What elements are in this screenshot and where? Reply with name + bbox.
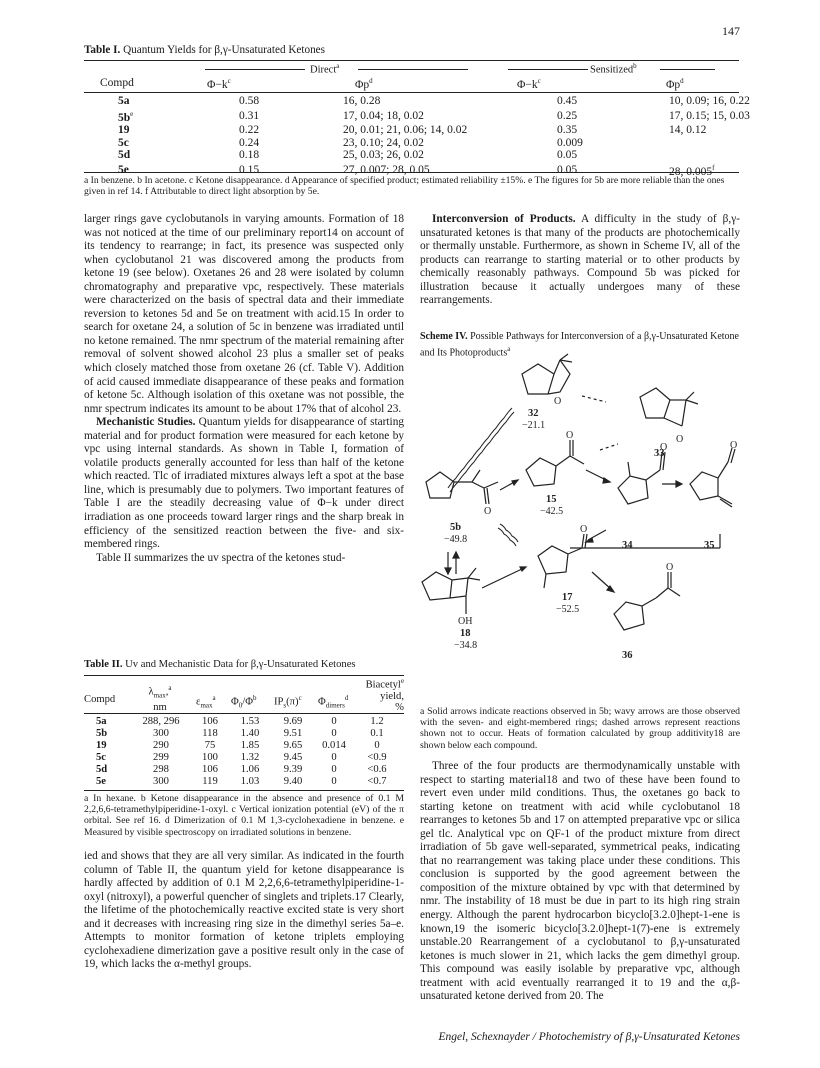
table-row: 5a 0.58 16, 0.28 0.45 10, 0.09; 16, 0.22 [118, 95, 750, 107]
table2-header: Compd $\lambda_{max},^a$ nm $\varepsilon_{max}^a$ $\Phi_0/\Phi^b$ $IP_s(\pi)^c$ $\Phi_{dimers}^d$ Biacetyl$^e$ yield, % [84, 677, 404, 713]
table-row: 5c 299 100 1.32 9.45 0 <0.9 [96, 752, 387, 763]
scheme-caption: Scheme IV. Possible Pathways for Interconversion of a β,γ-Unsaturated Ketone and Its Photoproducts$^a$ [420, 331, 739, 359]
left-column-bottom [84, 850, 404, 972]
svg-text:O: O [730, 440, 738, 451]
t1-h-phip-sens: $\Phi p^d$ [666, 77, 684, 91]
table-row: 5c 0.24 23, 0.10; 24, 0.02 0.009 [118, 136, 583, 149]
table-row: 5e 0.15 27, 0.007; 28, 0.05 0.05 28, 0.005$^f$ [118, 163, 715, 178]
svg-text:36: 36 [622, 650, 633, 661]
page-number: 147 [722, 24, 740, 38]
svg-text:−49.8: −49.8 [444, 534, 468, 545]
table-row: 5d 298 106 1.06 9.39 0 <0.6 [96, 764, 387, 775]
compound-36-structure [614, 572, 680, 630]
svg-text:17: 17 [562, 592, 573, 603]
paragraph: Table II summarizes the uv spectra of the ketones stud- [96, 551, 346, 564]
svg-text:O: O [580, 524, 588, 535]
table-row: 5b 300 118 1.40 9.51 0 0.1 [96, 728, 384, 739]
table2-caption: Table II. Uv and Mechanistic Data for β,γ-Unsaturated Ketones [84, 659, 356, 670]
svg-text:O: O [676, 434, 684, 445]
svg-text:18: 18 [460, 628, 471, 639]
table2-body [84, 716, 400, 788]
paragraph: Three of the four products are thermodynamically unstable with respect to starting material18 and two of these have been found to revert even under mild conditions. Thus, the oxetanes go back to starting ketone on treatment with acid while cyclobutanol 18 rearranges to ketones 5b and 17 on attempted preparative vpc or silica gel tlc. Analytical vpc on QF-1 of the product mixture from direct irradiation of 5b gave well-separated, symmetrical peaks, indicating that no rearrangement was taking place under these conditions. This conclusion is supported by the good agreement between the composition of the mixture obtained by vpc with that determined by nmr. The instability of 18 must be due in part to its high ring strain energy. Although the parent hydrocarbon bicyclo[3.2.0]hept-1-ene is known,19 the isomeric bicyclo[3.2.0]hept-1(7)-ene is extremely unstable.20 Rearrangement of a cyclobutanol to β,γ-unsaturated ketones is much slower in 21, which lacks the gem dimethyl group. This compound was easily isolable by preparative vpc, although treatment with acid eventually rearranged it to 19 and the α,β-unsaturated ketone derived from 20. The [420, 760, 740, 1003]
svg-text:33: 33 [654, 448, 665, 459]
table-row: 5a 288, 296 106 1.53 9.69 0 1.2 [96, 716, 384, 727]
table1-top-rule [84, 60, 739, 61]
compound-17-structure [538, 534, 587, 588]
svg-text:O: O [666, 562, 674, 573]
table2-bottom-rule [84, 790, 404, 791]
table1-group-direct: Direct$^a$ [310, 62, 340, 76]
t1-h-phik-sens: $\Phi-k^c$ [517, 77, 541, 91]
scheme-iv-diagram [410, 352, 740, 692]
table1-label: Table I. [84, 44, 121, 56]
t1-h-compd: Compd [100, 77, 134, 89]
table-row: 19 290 75 1.85 9.65 0.014 0 [96, 740, 380, 751]
paragraph: larger rings gave cyclobutanols in varying amounts. Formation of 18 was not noticed at the time of our preliminary report14 on account of its tendency to rearrange; in fact, its presence was suspected only when cyclobutanol 21 was discovered among the products from ketone 19 (see below). Oxetanes 26 and 28 were isolated by column chromatography and preparative vpc, respectively. These materials were characterized on the basis of spectral data and their immediate reversion to ketones 5d and 5e on treatment with acid.15 In order to search for oxetane 24, a solution of 5c in benzene was irradiated until no ketone remained. The nmr spectrum of the material remaining after removal of solvent showed alcohol 23 plus a smaller set of peaks which closely matched those from oxetane 26 (cf. Table V). Addition of acid caused immediate disappearance of these peaks and formation of ketone 5c. Although isolation of this oxetane was not possible, the nmr spectrum indicates its amount to be about 17% that of alcohol 23. [84, 213, 404, 415]
svg-text:35: 35 [704, 540, 715, 551]
svg-text:−52.5: −52.5 [556, 604, 580, 615]
table1-group-sensitized: Sensitized$^b$ [590, 62, 637, 76]
compound-15-structure [526, 440, 584, 486]
paragraph: Interconversion of Products. A difficulty in the study of β,γ-unsaturated ketones is that many of the products are photochemically or thermally unstable. Furthermore, as shown in Scheme IV, all of the products can rearrange to starting material or to other products by chemically reasonably pathways. Compound 5b was picked for illustration because it actually undergoes many of these rearrangements. [420, 213, 740, 307]
right-column-top [420, 213, 740, 308]
compound-18-structure [422, 568, 480, 614]
left-column-top [84, 213, 404, 565]
svg-text:32: 32 [528, 408, 539, 419]
svg-text:OH: OH [458, 616, 473, 627]
table1-header-rule [84, 92, 739, 93]
table-row: 5d 0.18 25, 0.03; 26, 0.02 0.05 [118, 149, 578, 162]
table1-caption [84, 44, 325, 56]
svg-text:O: O [484, 506, 492, 517]
table1-title: Quantum Yields for β,γ-Unsaturated Ketones [123, 44, 325, 56]
table-row: 19 0.22 20, 0.01; 21, 0.06; 14, 0.02 0.35 14, 0.12 [118, 124, 707, 137]
paragraph: ied and shows that they are all very similar. As indicated in the fourth column of Table II, the quantum yield for ketone disappearance is hardly affected by addition of 0.1 M 2,2,6,6-tetramethylpiperidine-1-oxyl (nitroxyl), a powerful quencher of singlets and triplets.17 Clearly, the lifetime of the photochemically reactive excited state is very short and it decreases with increasing ring size in the dimethyl series 5a–e. Attempts to monitor formation of ketone triplets employing cyclohexadiene dimerization gave a positive result only in the case of 19, which lacks the α-methyl groups. [84, 850, 404, 971]
svg-text:O: O [566, 430, 574, 441]
svg-text:−21.1: −21.1 [522, 420, 546, 431]
table1-footnote: a In benzene. b In acetone. c Ketone disappearance. d Appearance of specified product; estimated reliability ±15%. e The figures for 5b are more reliable than the ones given in ref 14. f Attributable to direct light absorption by 5e. [84, 175, 725, 198]
compound-34-structure [618, 452, 665, 504]
table1-body [84, 95, 750, 178]
group-direct-rule-left [205, 69, 305, 70]
svg-text:15: 15 [546, 494, 557, 505]
running-footer: Engel, Schexnayder / Photochemistry of β,γ-Unsaturated Ketones [438, 1031, 740, 1043]
t1-h-phik: $\Phi-k^c$ [207, 77, 231, 91]
group-sens-rule-left [508, 69, 588, 70]
svg-text:O: O [554, 396, 562, 407]
table-row: 5e 300 119 1.03 9.40 0 <0.7 [96, 776, 387, 787]
table2-footnote: a In hexane. b Ketone disappearance in the absence and presence of 0.1 M 2,2,6,6-tetramethylpiperidine-1-oxyl. c Vertical ionization potential (eV) of the π orbital. See ref 16. d Dimerization of 0.1 M 1,3-cyclohexadiene in benzene. e Measured by visible spectroscopy on irradiated solutions in benzene. [84, 793, 404, 838]
right-column-bottom [420, 760, 740, 1004]
paragraph: Mechanistic Studies. Quantum yields for disappearance of starting material and for product formation were measured for each ketone by vpc using internal standards. As shown in Table I, formation of volatile products generally accounted for less than half of the ketone which reacted. Tlc of irradiated mixtures always left a spot at the base line, which is presumably due to polymers. Two important features of Table I are the steadily decreasing value of Φ−k under direct irradiation as one proceeds toward larger rings and the sharp break in efficiency of the sensitized reaction between the five- and six-membered rings. [84, 416, 404, 551]
svg-text:−34.8: −34.8 [454, 640, 478, 651]
group-sens-rule-right [660, 69, 715, 70]
svg-text:34: 34 [622, 540, 633, 551]
t1-h-phip: $\Phi p^d$ [355, 77, 373, 91]
table1-bottom-rule [84, 172, 739, 173]
svg-text:O: O [660, 442, 668, 453]
svg-text:5b: 5b [450, 522, 462, 533]
svg-text:−42.5: −42.5 [540, 506, 564, 517]
table2-header-rule [84, 713, 404, 714]
compound-35-structure [690, 448, 735, 507]
compound-32-structure [522, 354, 572, 394]
compound-5b-structure [426, 470, 498, 504]
compound-33-structure [640, 388, 698, 426]
table-row: $5b^e$ 0.31 17, 0.04; 18, 0.02 0.25 17, 0.15; 15, 0.03 [118, 109, 750, 124]
group-direct-rule-right [358, 69, 468, 70]
scheme-footnote: a Solid arrows indicate reactions observed in 5b; wavy arrows are those observed with the seven- and eight-membered rings; dashed arrows represent reactions shown not to occur. Heats of formation calculated by group additivity18 are shown below each compound. [420, 706, 740, 751]
